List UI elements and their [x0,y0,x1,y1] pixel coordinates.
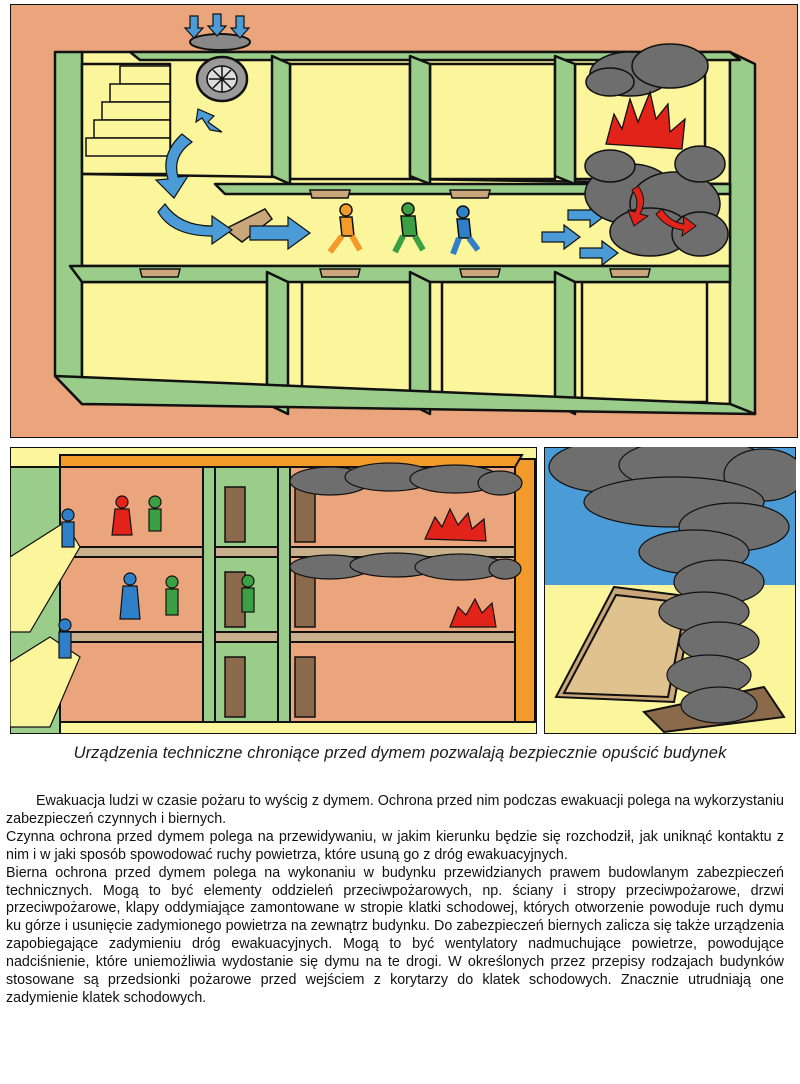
figure-caption: Urządzenia techniczne chroniące przed dymem pozwalają bezpiecznie opuścić budynek [73,744,727,762]
paragraph-passive-protection: Bierna ochrona przed dymem polega na wykonaniu w budynku przewidzianych prawem budowlanym zabezpieczeń technicznych. Mogą to być elementy oddzieleń przeciwpożarowych, np. ściany i stropy przeciwpożarowe, drzwi przeciwpożarowe, klapy oddymiające zamontowane w stropie klatki schodowej, których otworzenie powoduje ruch dymu ku górze i usunięcie zadymionego powietrza na zewnątrz budynku. Do zabezpieczeń biernych zalicza się także urządzenia zapobiegające zadymieniu dróg ewakuacyjnych. Mogą to być wentylatory nadmuchujące powietrze, powodujące nadciśnienie, które uniemożliwia wydostanie się dymu na te drogi. W określonych przez przepisy rodzajach budynków stosowane są przedsionki pożarowe przed wejściem z korytarzy do klatek schodowych. Znacznie utrudniają one zadymienie klatek schodowych. [6,864,784,1006]
illustration-pressurization [10,4,798,438]
illustration-cross-section [10,447,537,734]
article-body [6,793,784,1008]
paragraph-intro: Ewakuacja ludzi w czasie pożaru to wyścig z dymem. Ochrona przed nim podczas ewakuacji polega na wykorzystaniu zabezpieczeń czynnych i biernych. [6,793,784,827]
paragraph-active-protection: Czynna ochrona przed dymem polega na przewidywaniu, w jakim kierunku będzie się rozchodził, jak uniknąć kontaktu z nim i w jaki sposób spowodować ruchy powietrza, które usuną go z dróg ewakuacyjnych. [6,828,784,863]
illustration-smoke-vent [544,447,796,734]
